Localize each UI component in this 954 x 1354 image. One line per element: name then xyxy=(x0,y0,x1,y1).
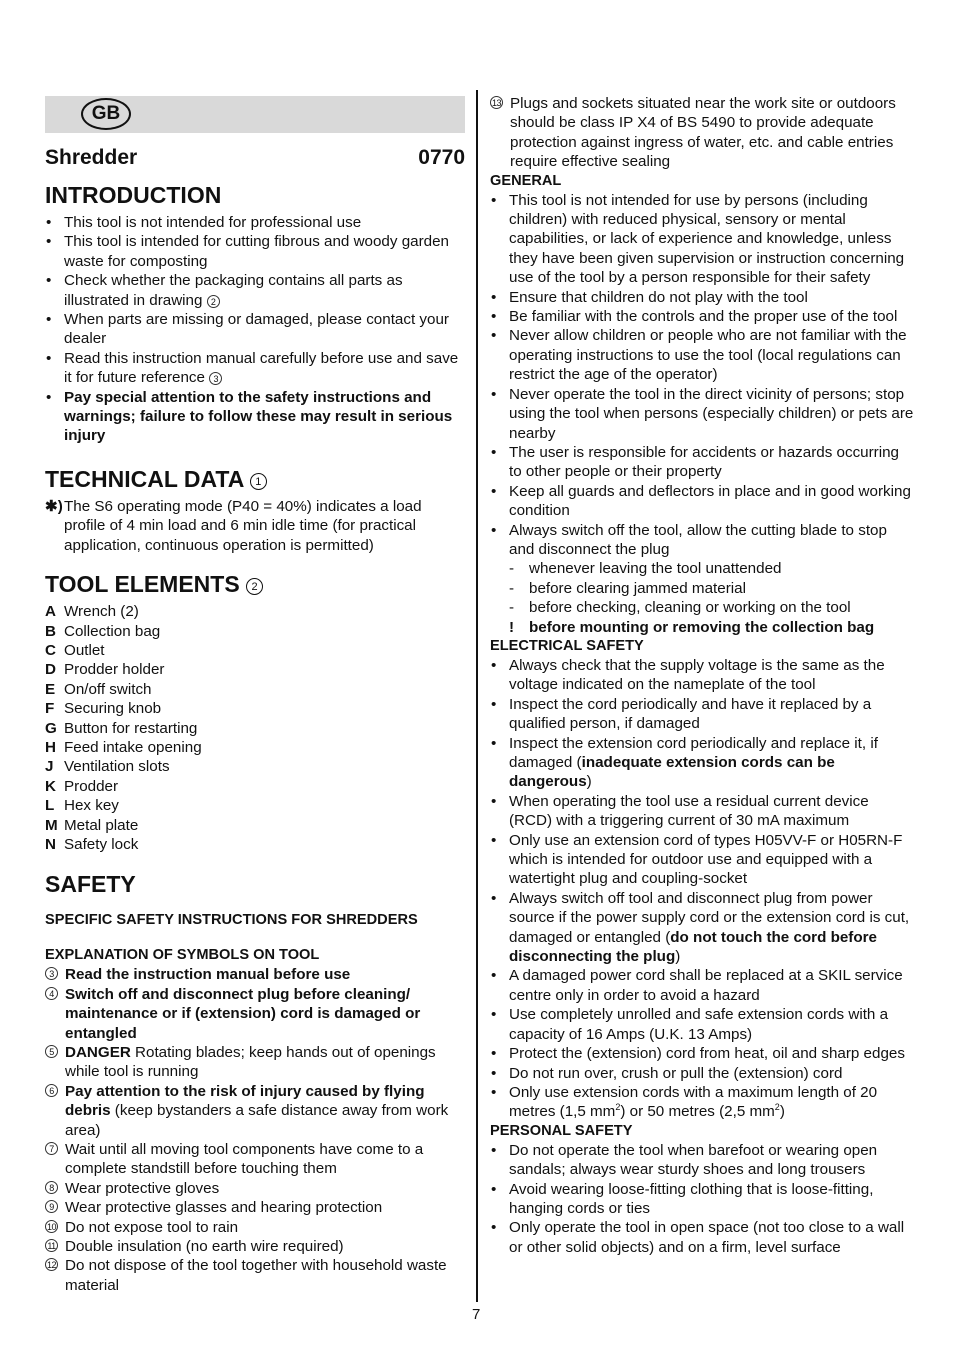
list-item: D Prodder holder xyxy=(45,661,165,679)
list-item: 4 Switch off and disconnect plug before cleaning/ maintenance or if (extension) cord is damaged or entangled xyxy=(45,985,465,1043)
list-item: 13 Plugs and sockets situated near the work site or outdoors should be class IP X4 of BS 5490 to provide adequate protection against ingress of water, etc. and cable entries require effective sealing xyxy=(491,95,896,171)
list-item: - before clearing jammed material xyxy=(509,579,746,597)
list-item: • Never allow children or people who are not familiar with the operating instructions to use the tool (local regulations can restrict the age of the operator) xyxy=(490,326,914,384)
technical-data-heading: TECHNICAL DATA 1 xyxy=(45,466,465,492)
list-item: 11 Double insulation (no earth wire required) xyxy=(45,1237,465,1256)
list-item: • When operating the tool use a residual current device (RCD) with a triggering current of 30 mA maximum xyxy=(490,792,914,831)
personal-safety-heading: PERSONAL SAFETY xyxy=(490,1122,633,1139)
technical-note: ✱) The S6 operating mode (P40 = 40%) indicates a load profile of 4 min load and 6 min idle time (for practical application, continuous operation is permitted) xyxy=(45,497,422,554)
list-item: F Securing knob xyxy=(45,700,162,718)
general-list xyxy=(490,191,914,637)
safety-heading: SAFETY xyxy=(45,871,136,898)
list-item: 10 Do not expose tool to rain xyxy=(46,1218,239,1236)
asterisk-marker: ✱) xyxy=(45,497,63,515)
tool-elements-heading: TOOL ELEMENTS 2 xyxy=(45,571,465,597)
list-item: L Hex key xyxy=(45,797,119,815)
model-number: 0770 xyxy=(418,146,465,169)
list-item: • Only use extension cords with a maximum length of 20 metres (1,5 $mm^2$) or 50 metres (2,5 $mm^2$) xyxy=(490,1083,914,1122)
list-item: ! before mounting or removing the collection bag xyxy=(509,618,875,636)
drawing-ref: 2 xyxy=(207,295,220,308)
list-item: • Protect the (extension) cord from heat, oil and sharp edges xyxy=(490,1044,914,1063)
list-item: • This tool is not intended for professional use xyxy=(45,213,465,232)
language-bar xyxy=(45,96,465,133)
left-column xyxy=(45,96,465,1295)
list-item: • Pay special attention to the safety instructions and warnings; failure to follow these may result in serious injury xyxy=(45,388,465,446)
list-item: 3 Read the instruction manual before use xyxy=(45,965,465,984)
list-item: 9 Wear protective glasses and hearing protection xyxy=(45,1198,465,1217)
list-item: • Only use an extension cord of types H05VV-F or H05RN-F which is intended for outdoor use and equipped with a watertight plug and coupling-socket xyxy=(490,831,914,889)
list-item: • Always switch off the tool, allow the cutting blade to stop and disconnect the plug xyxy=(490,521,914,560)
tool-elements-list xyxy=(45,602,465,854)
list-item: J Ventilation slots xyxy=(45,758,170,776)
list-item: • Always check that the supply voltage is the same as the voltage indicated on the nameplate of the tool xyxy=(490,656,914,695)
introduction-list xyxy=(45,213,465,446)
symbols-list xyxy=(45,965,465,1295)
general-heading: GENERAL xyxy=(490,172,562,189)
list-item: • Avoid wearing loose-fitting clothing that is loose-fitting, hanging cords or ties xyxy=(490,1180,914,1219)
electrical-safety-heading: ELECTRICAL SAFETY xyxy=(490,637,644,654)
drawing-ref: 3 xyxy=(209,372,222,385)
list-item: B Collection bag xyxy=(45,622,161,640)
list-item: 8 Wear protective gloves xyxy=(45,1179,465,1198)
list-item: • Keep all guards and deflectors in place and in good working condition xyxy=(490,482,914,521)
drawing-ref: 2 xyxy=(246,578,263,595)
product-name: Shredder xyxy=(45,146,138,169)
symbols-heading: EXPLANATION OF SYMBOLS ON TOOL xyxy=(45,947,320,964)
list-item: • Never operate the tool in the direct vicinity of persons; stop using the tool when persons (especially children) or pets are nearby xyxy=(490,385,914,443)
list-item: • This tool is not intended for use by persons (including children) with reduced physical, sensory or mental capabilities, or lack of experience and knowledge, unless they have been given supervision or instruction concerning use of the tool by a person responsible for their safety xyxy=(490,191,914,288)
page-number: 7 xyxy=(472,1306,481,1323)
personal-list xyxy=(490,1141,914,1257)
list-item: - whenever leaving the tool unattended xyxy=(509,560,782,578)
list-item: - before checking, cleaning or working on the tool xyxy=(509,599,851,617)
list-item: E On/off switch xyxy=(45,680,152,698)
list-item: 7 Wait until all moving tool components have come to a complete standstill before touching them xyxy=(45,1140,465,1179)
drawing-ref: 1 xyxy=(250,473,267,490)
list-item: • When parts are missing or damaged, please contact your dealer xyxy=(45,310,465,349)
list-item: N Safety lock xyxy=(45,835,139,853)
list-item: • Ensure that children do not play with the tool xyxy=(490,288,914,307)
list-item: K Prodder xyxy=(45,777,119,795)
electrical-list xyxy=(490,656,914,1122)
introduction-heading: INTRODUCTION xyxy=(45,182,222,208)
list-item: • Inspect the cord periodically and have it replaced by a qualified person, if damaged xyxy=(490,695,914,734)
title-row xyxy=(45,146,465,170)
list-item: • Check whether the packaging contains all parts as illustrated in drawing 2 xyxy=(45,271,465,310)
list-item: • The user is responsible for accidents or hazards occurring to other people or their property xyxy=(490,443,914,482)
list-item: • Use completely unrolled and safe extension cords with a capacity of 16 Amps (U.K. 13 Amps) xyxy=(490,1005,914,1044)
list-item: A Wrench (2) xyxy=(45,603,139,621)
list-item: • This tool is intended for cutting fibrous and woody garden waste for composting xyxy=(45,232,465,271)
column-divider xyxy=(476,90,478,1302)
list-item: G Button for restarting xyxy=(45,719,198,737)
list-item: • Be familiar with the controls and the proper use of the tool xyxy=(490,307,914,326)
specific-safety-heading: SPECIFIC SAFETY INSTRUCTIONS FOR SHREDDERS xyxy=(45,912,418,929)
language-badge: GB xyxy=(81,98,131,130)
list-item: 5 DANGER Rotating blades; keep hands out of openings while tool is running xyxy=(45,1043,465,1082)
list-item: 12 Do not dispose of the tool together with household waste material xyxy=(46,1257,447,1294)
list-item: • Do not run over, crush or pull the (extension) cord xyxy=(490,1064,914,1083)
list-item: M Metal plate xyxy=(45,816,139,834)
list-item: • Inspect the extension cord periodically and replace it, if damaged (inadequate extension cords can be dangerous) xyxy=(490,734,914,792)
list-item: • Read this instruction manual carefully before use and save it for future reference 3 xyxy=(45,349,465,388)
right-column xyxy=(490,94,914,1257)
list-item: • Only operate the tool in open space (not too close to a wall or other solid objects) and on a firm, level surface xyxy=(490,1218,914,1257)
list-item: • Do not operate the tool when barefoot or wearing open sandals; always wear sturdy shoes and long trousers xyxy=(490,1141,914,1180)
list-item: H Feed intake opening xyxy=(45,738,202,756)
list-item: • Always switch off tool and disconnect plug from power source if the power supply cord or the extension cord is cut, damaged or entangled (do not touch the cord before disconnecting the plug) xyxy=(490,889,914,967)
list-item: 6 Pay attention to the risk of injury caused by flying debris (keep bystanders a safe distance away from work area) xyxy=(45,1082,465,1140)
list-item: C Outlet xyxy=(45,641,105,659)
list-item: • A damaged power cord shall be replaced at a SKIL service centre only in order to avoid a hazard xyxy=(490,966,914,1005)
